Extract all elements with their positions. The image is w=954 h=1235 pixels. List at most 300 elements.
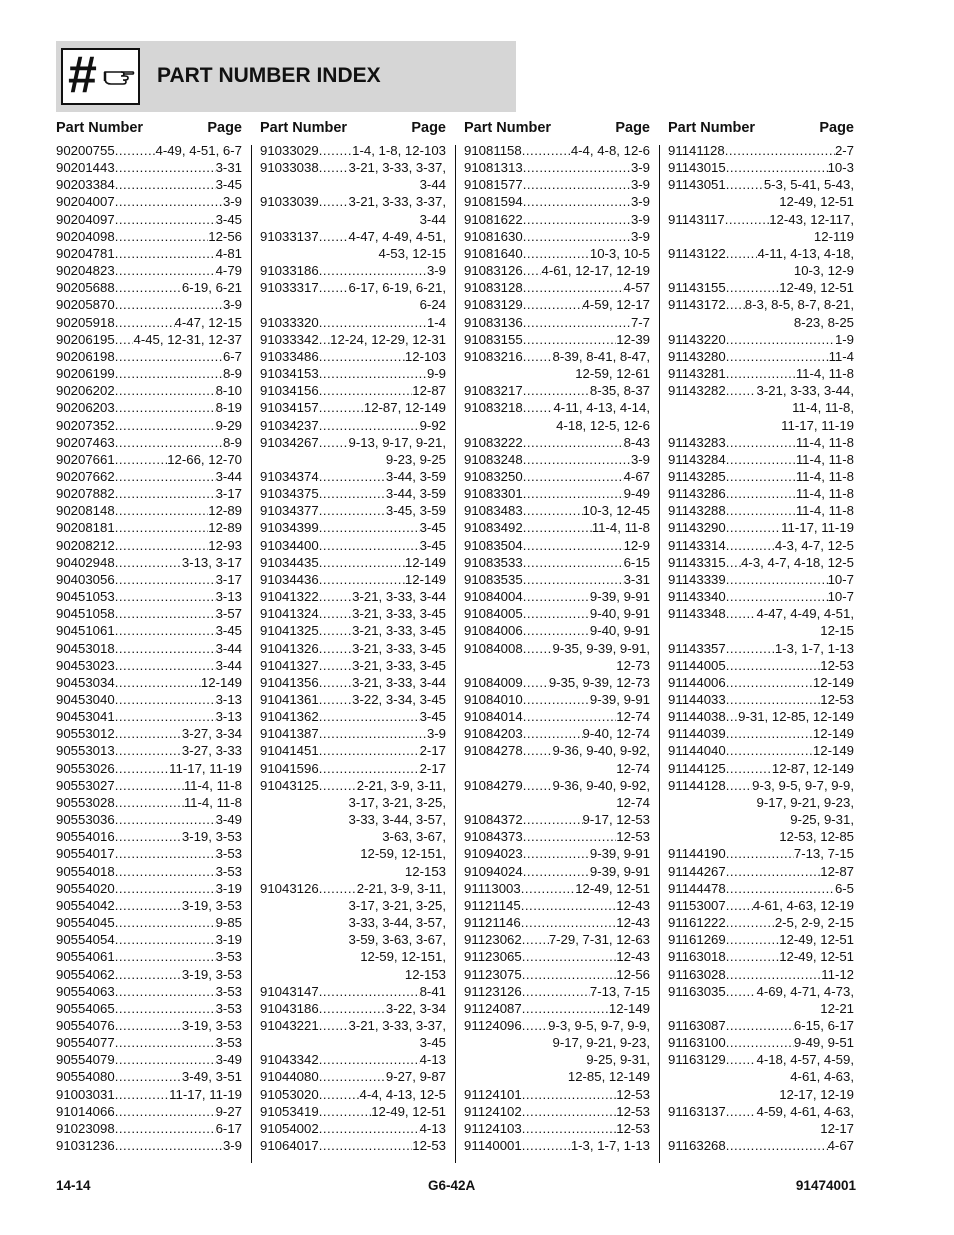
page-references: 12-149 xyxy=(404,554,446,570)
index-entry xyxy=(56,657,242,674)
page-references: 9-35, 9-39, 12-73 xyxy=(548,674,650,690)
leader-dots xyxy=(521,897,617,914)
index-entry xyxy=(56,228,242,245)
page-references-continued: 9-17, 9-21, 9-23, xyxy=(552,1035,650,1051)
page-references-continued: 11-17, 11-19 xyxy=(781,417,854,433)
part-number: 91081577 xyxy=(464,177,523,193)
index-entry xyxy=(260,193,446,227)
leader-dots xyxy=(115,1120,216,1137)
index-entry xyxy=(260,279,446,313)
leader-dots xyxy=(115,708,216,725)
leader-dots xyxy=(522,1137,571,1154)
leader-dots xyxy=(319,142,352,159)
leader-dots xyxy=(522,1000,609,1017)
index-entry xyxy=(464,279,650,296)
part-number: 91043186 xyxy=(260,1000,319,1016)
part-number: 90554077 xyxy=(56,1035,115,1051)
leader-dots xyxy=(726,897,753,914)
leader-dots xyxy=(319,1120,420,1137)
index-entry xyxy=(56,931,242,948)
part-number: 91043126 xyxy=(260,880,319,896)
index-entry xyxy=(464,880,650,897)
index-entry xyxy=(464,262,650,279)
index-entry xyxy=(464,519,650,536)
page-references-continued: 12-49, 12-51 xyxy=(779,194,854,210)
index-entry xyxy=(56,897,242,914)
part-number: 91003031 xyxy=(56,1086,115,1102)
index-entry xyxy=(260,365,446,382)
leader-dots xyxy=(523,708,617,725)
part-number: 90206199 xyxy=(56,366,115,382)
page-heading: Page xyxy=(411,120,446,136)
page-references: 4-59, 12-17 xyxy=(582,297,650,313)
page-references: 9-27, 9-87 xyxy=(385,1069,446,1085)
part-number: 91124103 xyxy=(464,1120,522,1136)
leader-dots xyxy=(115,605,216,622)
page-references: 12-53 xyxy=(412,1138,446,1154)
leader-dots xyxy=(726,605,757,622)
leader-dots xyxy=(523,622,590,639)
leader-dots xyxy=(115,948,216,965)
page-references: 12-74 xyxy=(616,709,650,725)
page-references: 9-36, 9-40, 9-92, xyxy=(552,743,650,759)
page-references: 3-19, 3-53 xyxy=(181,829,242,845)
part-number: 91144038 xyxy=(668,709,726,725)
leader-dots xyxy=(726,880,835,897)
leader-dots xyxy=(115,691,216,708)
part-number: 91163137 xyxy=(668,1103,726,1119)
part-number: 90554017 xyxy=(56,846,115,862)
leader-dots xyxy=(319,674,352,691)
leader-dots xyxy=(115,1137,223,1154)
page-references: 12-87, 12-149 xyxy=(363,400,446,416)
leader-dots xyxy=(523,468,624,485)
page-references: 6-17, 6-19, 6-21, xyxy=(348,280,446,296)
part-number: 91143283 xyxy=(668,434,726,450)
page-references: 3-45 xyxy=(419,520,446,536)
leader-dots xyxy=(319,880,357,897)
leader-dots xyxy=(523,279,624,296)
page-references: 3-49, 3-51 xyxy=(181,1069,242,1085)
part-number: 91123062 xyxy=(464,932,522,948)
page-references: 12-43, 12-117, xyxy=(769,211,854,227)
leader-dots xyxy=(726,588,828,605)
part-number: 91053419 xyxy=(260,1103,319,1119)
page-references: 10-7 xyxy=(827,571,854,587)
page-references: 12-43 xyxy=(616,897,650,913)
page-references: 11-4, 11-8 xyxy=(795,486,854,502)
part-number: 91163018 xyxy=(668,949,726,965)
index-entry xyxy=(464,828,650,845)
index-entry xyxy=(464,845,650,862)
index-entry xyxy=(668,1034,854,1051)
index-entry xyxy=(464,451,650,468)
part-number: 91094023 xyxy=(464,846,523,862)
index-entry xyxy=(56,451,242,468)
index-entry xyxy=(56,519,242,536)
index-entry xyxy=(464,468,650,485)
page-references: 2-5, 2-9, 2-15 xyxy=(774,915,854,931)
part-number: 91143286 xyxy=(668,486,726,502)
index-entry xyxy=(56,760,242,777)
index-entry xyxy=(56,1017,242,1034)
page-references: 3-21, 3-33, 3-44, xyxy=(756,383,854,399)
index-entry xyxy=(668,657,854,674)
index-entry xyxy=(260,262,446,279)
leader-dots xyxy=(115,588,216,605)
index-entry xyxy=(260,1137,446,1154)
leader-dots xyxy=(726,434,796,451)
page-references: 9-39, 9-91 xyxy=(589,692,650,707)
page-references: 3-19, 3-53 xyxy=(181,1017,242,1033)
leader-dots xyxy=(115,622,216,639)
leader-dots xyxy=(115,228,209,245)
index-entry xyxy=(464,1000,650,1017)
index-entry xyxy=(464,502,650,519)
column-divider xyxy=(455,145,456,1163)
part-number: 91053020 xyxy=(260,1086,319,1102)
part-number: 91144033 xyxy=(668,692,726,707)
footer-model: G6-42A xyxy=(428,1178,476,1193)
part-number: 91083136 xyxy=(464,314,523,330)
page-references: 3-22, 3-34 xyxy=(385,1000,446,1016)
leader-dots xyxy=(319,279,349,296)
part-number: 91143051 xyxy=(668,177,726,193)
index-entry xyxy=(668,468,854,485)
page-references-continued: 3-44 xyxy=(419,177,446,193)
leader-dots xyxy=(523,176,631,193)
index-entry xyxy=(668,948,854,965)
index-entry xyxy=(464,434,650,451)
index-entry xyxy=(668,211,854,245)
part-number: 90208181 xyxy=(56,520,115,536)
column-header xyxy=(668,118,854,142)
leader-dots xyxy=(726,674,813,691)
part-number: 90453041 xyxy=(56,709,115,725)
page-references-continued: 8-23, 8-25 xyxy=(793,314,854,330)
page-references-continued: 3-33, 3-44, 3-57, xyxy=(348,915,446,931)
page-references: 12-39 xyxy=(616,331,650,347)
leader-dots xyxy=(726,1103,757,1120)
index-entry xyxy=(668,571,854,588)
page-references: 9-31, 12-85, 12-149 xyxy=(738,709,854,725)
page-references: 8-9 xyxy=(222,366,242,382)
part-number: 91084203 xyxy=(464,726,523,742)
page-references: 9-13, 9-17, 9-21, xyxy=(348,434,446,450)
page-references: 9-85 xyxy=(215,915,242,931)
index-entry xyxy=(668,725,854,742)
page-references: 3-21, 3-33, 3-45 xyxy=(352,623,446,639)
leader-dots xyxy=(115,142,156,159)
page-references: 3-44 xyxy=(215,468,242,484)
page-references: 3-19 xyxy=(215,932,242,948)
page-references: 3-21, 3-33, 3-37, xyxy=(348,194,446,210)
index-entry xyxy=(668,142,854,159)
part-number: 91043147 xyxy=(260,983,319,999)
part-number: 90451061 xyxy=(56,623,115,639)
index-entry xyxy=(260,417,446,434)
page-references: 12-53 xyxy=(616,1086,650,1102)
leader-dots xyxy=(319,365,427,382)
leader-dots xyxy=(319,1051,420,1068)
index-entry xyxy=(464,228,650,245)
part-number: 91083248 xyxy=(464,451,523,467)
part-number: 91081630 xyxy=(464,228,523,244)
leader-dots xyxy=(726,537,775,554)
part-number-heading: Part Number xyxy=(260,120,348,136)
index-entry xyxy=(260,537,446,554)
page-references: 4-67 xyxy=(623,468,650,484)
leader-dots xyxy=(115,554,182,571)
index-entry xyxy=(260,674,446,691)
index-entry xyxy=(56,1000,242,1017)
page-references: 3-19 xyxy=(215,880,242,896)
page-references: 12-53 xyxy=(616,1120,650,1136)
page-references-continued: 12-59, 12-151, xyxy=(360,846,446,862)
index-entry xyxy=(668,365,854,382)
page-references: 4-18, 4-57, 4-59, xyxy=(756,1052,854,1068)
part-number: 90554054 xyxy=(56,932,115,948)
page-references: 3-27, 3-34 xyxy=(181,726,242,742)
index-entry xyxy=(260,1017,446,1051)
part-number: 91143357 xyxy=(668,640,726,656)
page-references: 2-17 xyxy=(419,760,446,776)
leader-dots xyxy=(319,1000,386,1017)
page-references: 3-22, 3-34, 3-45 xyxy=(352,692,446,707)
part-number: 90203384 xyxy=(56,177,115,193)
part-number: 90204097 xyxy=(56,211,115,227)
part-number: 91033186 xyxy=(260,263,319,279)
page-references: 12-87, 12-149 xyxy=(771,760,854,776)
part-number: 90403056 xyxy=(56,571,115,587)
leader-dots xyxy=(319,1103,372,1120)
part-number: 90554042 xyxy=(56,897,115,913)
part-number: 91033137 xyxy=(260,228,319,244)
part-number: 90453018 xyxy=(56,640,115,656)
page-references: 3-21, 3-33, 3-44 xyxy=(352,589,446,605)
leader-dots xyxy=(726,691,821,708)
part-number: 91163129 xyxy=(668,1052,726,1068)
page-references-continued: 12-59, 12-151, xyxy=(360,949,446,965)
page-references: 12-87 xyxy=(412,383,446,399)
index-entry xyxy=(56,331,242,348)
leader-dots xyxy=(115,417,216,434)
leader-dots xyxy=(726,485,796,502)
index-entry xyxy=(260,228,446,262)
part-number: 91034436 xyxy=(260,571,319,587)
leader-dots xyxy=(726,640,775,657)
page-references: 7-29, 7-31, 12-63 xyxy=(548,932,650,948)
part-number: 91083533 xyxy=(464,554,523,570)
leader-dots xyxy=(523,777,553,794)
column-header xyxy=(56,118,242,142)
index-entry xyxy=(668,760,854,777)
page-references: 12-89 xyxy=(208,520,242,536)
part-number: 91163035 xyxy=(668,983,726,999)
part-number: 91033486 xyxy=(260,348,319,364)
index-entry xyxy=(56,193,242,210)
leader-dots xyxy=(115,296,223,313)
page-references: 1-3, 1-7, 1-13 xyxy=(774,640,854,656)
part-number: 91083222 xyxy=(464,434,523,450)
part-number: 91144478 xyxy=(668,880,726,896)
column-header xyxy=(464,118,650,142)
leader-dots xyxy=(523,245,590,262)
part-number-heading: Part Number xyxy=(56,120,144,136)
index-entry xyxy=(56,314,242,331)
index-entry xyxy=(260,1000,446,1017)
index-entry xyxy=(56,948,242,965)
leader-dots xyxy=(523,382,590,399)
leader-dots xyxy=(726,983,757,1000)
page-references: 8-35, 8-37 xyxy=(589,383,650,399)
index-entry xyxy=(668,777,854,846)
index-entry xyxy=(668,502,854,519)
index-entry xyxy=(464,691,650,708)
page-references: 3-9 xyxy=(426,726,446,742)
index-entry xyxy=(56,1068,242,1085)
page-references-continued: 10-3, 12-9 xyxy=(793,263,854,279)
part-number: 91014066 xyxy=(56,1103,115,1119)
leader-dots xyxy=(523,485,624,502)
part-number: 91143282 xyxy=(668,383,726,399)
part-number: 90553013 xyxy=(56,743,115,759)
index-entry xyxy=(464,811,650,828)
page-references: 12-49, 12-51 xyxy=(371,1103,446,1119)
leader-dots xyxy=(319,588,352,605)
leader-dots xyxy=(522,948,617,965)
leader-dots xyxy=(726,502,796,519)
part-number: 90207352 xyxy=(56,417,115,433)
part-number: 90206195 xyxy=(56,331,115,347)
index-entry xyxy=(260,399,446,416)
part-number: 91034156 xyxy=(260,383,319,399)
index-entry xyxy=(56,605,242,622)
page-references: 9-17, 12-53 xyxy=(582,812,650,828)
page-references: 12-149 xyxy=(812,674,854,690)
part-number: 91083301 xyxy=(464,486,523,502)
leader-dots xyxy=(522,142,571,159)
index-entry xyxy=(56,245,242,262)
index-entry xyxy=(464,176,650,193)
page-references: 11-17, 11-19 xyxy=(169,1086,242,1102)
index-entry xyxy=(56,914,242,931)
page-references: 3-21, 3-33, 3-45 xyxy=(352,657,446,673)
part-number: 91143015 xyxy=(668,160,726,176)
page-references: 3-9 xyxy=(630,160,650,176)
page-references: 3-9 xyxy=(222,1138,242,1154)
page-references: 11-4, 11-8 xyxy=(795,503,854,519)
part-number: 90206198 xyxy=(56,348,115,364)
part-number: 91041322 xyxy=(260,589,319,605)
page-references: 11-12 xyxy=(821,966,854,982)
part-number: 91083218 xyxy=(464,400,523,416)
page-references: 10-3 xyxy=(827,160,854,176)
page-references-continued: 12-74 xyxy=(616,794,650,810)
index-entry xyxy=(668,485,854,502)
page-references: 4-59, 4-61, 4-63, xyxy=(756,1103,854,1119)
part-number: 91041361 xyxy=(260,692,319,707)
part-number: 90553012 xyxy=(56,726,115,742)
part-number: 90553028 xyxy=(56,794,115,810)
part-number: 90451058 xyxy=(56,606,115,622)
part-number: 91094024 xyxy=(464,863,523,879)
page-references: 8-43 xyxy=(623,434,650,450)
page-references: 4-45, 12-31, 12-37 xyxy=(133,331,242,347)
part-number: 91081313 xyxy=(464,160,523,176)
index-entry xyxy=(464,742,650,776)
part-number: 91034267 xyxy=(260,434,319,450)
page-references-continued: 12-153 xyxy=(404,966,446,982)
leader-dots xyxy=(726,159,828,176)
page-references: 4-13 xyxy=(419,1052,446,1068)
part-number: 91034375 xyxy=(260,486,319,502)
index-entry xyxy=(668,296,854,330)
index-entry xyxy=(464,296,650,313)
part-number: 91084279 xyxy=(464,777,523,793)
page-references: 7-13, 7-15 xyxy=(589,983,650,999)
page-references: 3-9 xyxy=(222,194,242,210)
part-number: 90207661 xyxy=(56,451,115,467)
index-entry xyxy=(464,622,650,639)
part-number: 91161269 xyxy=(668,932,726,948)
part-number: 91144125 xyxy=(668,760,726,776)
leader-dots xyxy=(522,983,590,1000)
leader-dots xyxy=(115,1068,182,1085)
index-entry xyxy=(260,605,446,622)
part-number: 91054002 xyxy=(260,1120,319,1136)
leader-dots xyxy=(726,914,775,931)
leader-dots xyxy=(523,502,583,519)
index-entry xyxy=(260,983,446,1000)
page-references: 9-40, 9-91 xyxy=(589,623,650,639)
part-number: 91163268 xyxy=(668,1138,726,1154)
leader-dots xyxy=(115,640,216,657)
page-references: 4-3, 4-7, 12-5 xyxy=(774,537,854,553)
index-entry xyxy=(260,742,446,759)
leader-dots xyxy=(523,519,592,536)
leader-dots xyxy=(115,863,216,880)
part-number: 91041596 xyxy=(260,760,319,776)
part-number: 91023098 xyxy=(56,1120,115,1136)
part-number: 90554065 xyxy=(56,1000,115,1016)
index-entry xyxy=(668,279,854,296)
part-number: 91034399 xyxy=(260,520,319,536)
part-number: 91143288 xyxy=(668,503,726,519)
index-entry xyxy=(56,811,242,828)
index-entry xyxy=(56,725,242,742)
page-references: 9-29 xyxy=(215,417,242,433)
page-references: 3-45 xyxy=(419,537,446,553)
page-references: 3-44 xyxy=(215,657,242,673)
index-entry xyxy=(260,708,446,725)
part-number: 91083216 xyxy=(464,348,523,364)
leader-dots xyxy=(319,502,386,519)
part-number: 91144039 xyxy=(668,726,726,742)
part-number: 90208212 xyxy=(56,537,115,553)
part-number: 91084004 xyxy=(464,589,523,605)
index-entry xyxy=(464,983,650,1000)
part-number: 90207882 xyxy=(56,486,115,502)
index-entry xyxy=(668,1051,854,1102)
page-references: 3-21, 3-33, 3-45 xyxy=(352,640,446,656)
index-entry xyxy=(464,897,650,914)
index-entry xyxy=(668,897,854,914)
part-number: 91084005 xyxy=(464,606,523,622)
part-number: 91041327 xyxy=(260,657,319,673)
leader-dots xyxy=(726,1034,794,1051)
page-references: 7-13, 7-15 xyxy=(793,846,854,862)
